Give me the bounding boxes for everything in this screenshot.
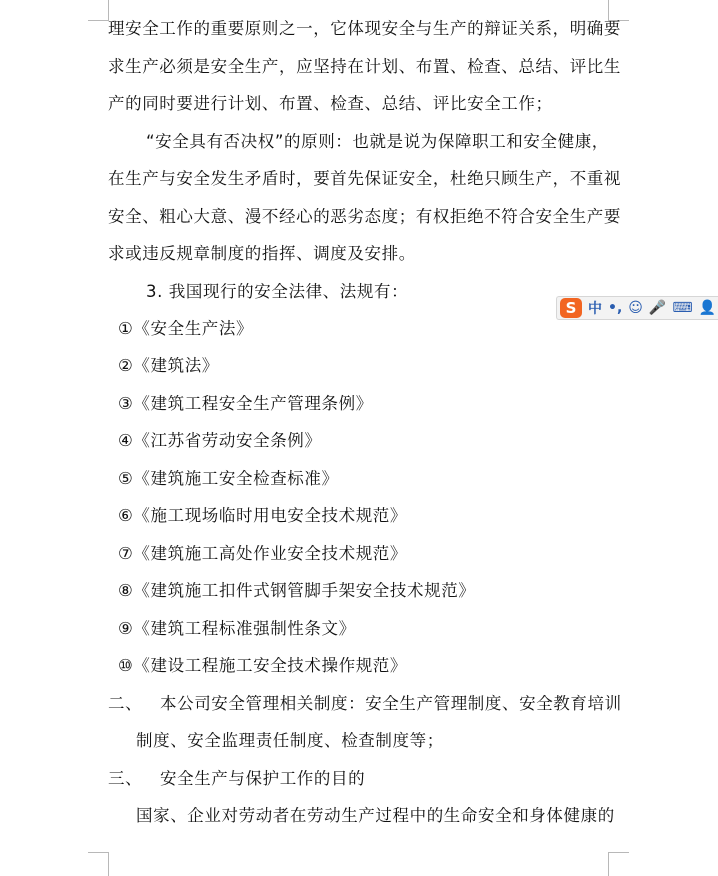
ime-emoji-icon[interactable]: ☺ (628, 300, 643, 316)
law-item: ⑨《建筑工程标准强制性条文》 (118, 619, 356, 638)
paragraph-line: 求或违反规章制度的指挥、调度及安排。 (108, 244, 416, 263)
law-item: ②《建筑法》 (118, 356, 219, 375)
sogou-logo-icon[interactable]: S (560, 298, 582, 318)
paragraph-line: “安全具有否决权”的原则：也就是说为保障职工和安全健康， (146, 132, 609, 151)
ime-voice-icon[interactable]: 🎤 (648, 300, 667, 316)
law-item: ④《江苏省劳动安全条例》 (118, 431, 322, 450)
law-item: ③《建筑工程安全生产管理条例》 (118, 394, 373, 413)
ime-language-toggle[interactable]: 中 (588, 301, 602, 317)
paragraph-line: 在生产与安全发生矛盾时，要首先保证安全，杜绝只顾生产，不重视 (108, 169, 621, 188)
section-text: 本公司安全管理相关制度：安全生产管理制度、安全教育培训 (160, 694, 622, 713)
law-item: ⑩《建设工程施工安全技术操作规范》 (118, 656, 407, 675)
crop-mark-top-left (88, 0, 109, 21)
ime-keyboard-icon[interactable]: ⌨ (672, 300, 693, 316)
law-item: ⑥《施工现场临时用电安全技术规范》 (118, 506, 407, 525)
section-heading (108, 769, 365, 789)
law-item: ①《安全生产法》 (118, 319, 254, 338)
law-item: ⑧《建筑施工扣件式钢管脚手架安全技术规范》 (118, 581, 476, 600)
crop-mark-bottom-left (88, 852, 109, 876)
paragraph-line: 安全、粗心大意、漫不经心的恶劣态度；有权拒绝不符合安全生产要 (108, 207, 621, 226)
section-number: 二、 (108, 694, 143, 713)
law-item: ⑤《建筑施工安全检查标准》 (118, 469, 339, 488)
paragraph-line: 产的同时要进行计划、布置、检查、总结、评比安全工作； (108, 94, 553, 113)
law-item: ⑦《建筑施工高处作业安全技术规范》 (118, 544, 407, 563)
ime-toolbar[interactable] (556, 296, 718, 320)
paragraph-line: 理安全工作的重要原则之一，它体现安全与生产的辩证关系，明确要 (108, 19, 621, 38)
crop-mark-top-right (608, 0, 629, 21)
section-continuation: 国家、企业对劳动者在劳动生产过程中的生命安全和身体健康的 (136, 806, 615, 825)
ime-punctuation-icon[interactable]: •, (608, 300, 623, 316)
section-heading (108, 694, 622, 714)
section-number: 三、 (108, 769, 143, 788)
section-continuation: 制度、安全监理责任制度、检查制度等； (136, 731, 444, 750)
list-heading: 3. 我国现行的安全法律、法规有： (146, 282, 409, 301)
paragraph-line: 求生产必须是安全生产，应坚持在计划、布置、检查、总结、评比生 (108, 57, 621, 76)
section-text: 安全生产与保护工作的目的 (160, 769, 366, 788)
crop-mark-bottom-right (608, 852, 629, 876)
ime-user-icon[interactable]: 👤 (698, 300, 716, 316)
